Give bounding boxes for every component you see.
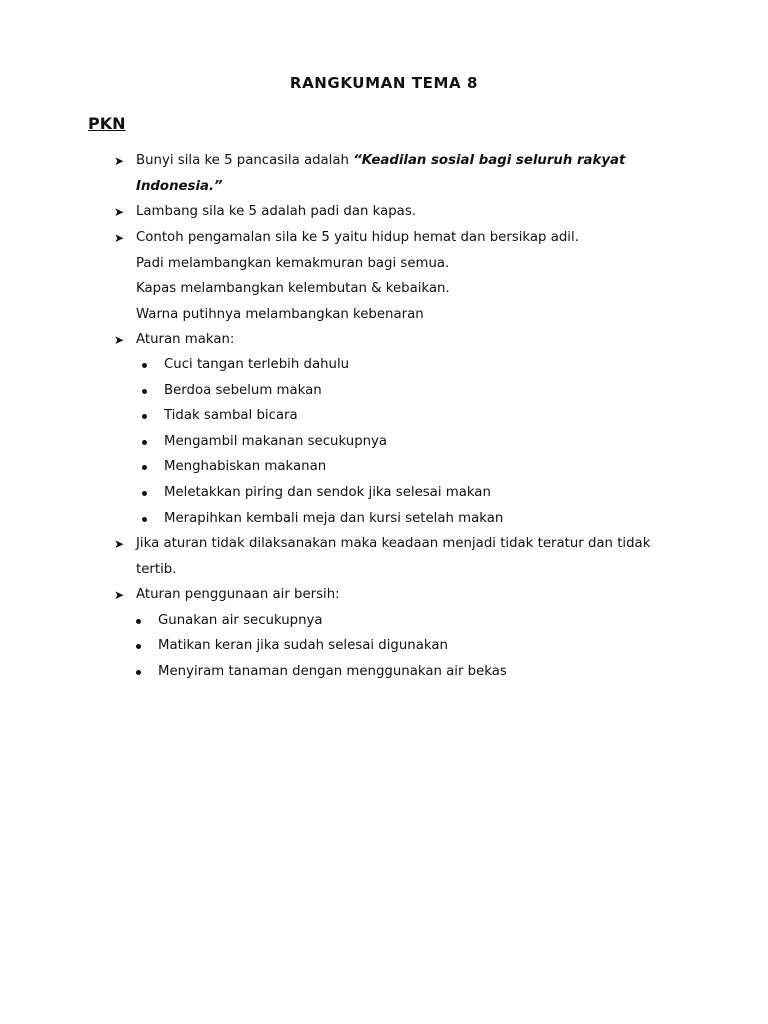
bullet-dot-icon [142,363,147,368]
sub-list-item: Mengambil makanan secukupnya [164,434,388,449]
list-item-padi: Padi melambangkan kemakmuran bagi semua. [136,256,450,271]
sub-list-item: Menyiram tanaman dengan menggunakan air bekas [158,664,507,679]
page-title: RANGKUMAN TEMA 8 [289,74,479,92]
arrow-bullet-icon: ➤ [114,205,125,219]
bullet-dot-icon [142,491,147,496]
list-item-lambang: Lambang sila ke 5 adalah padi dan kapas. [136,204,416,219]
bullet-dot-icon [136,619,141,624]
list-item-continuation: tertib. [136,562,177,577]
arrow-bullet-icon: ➤ [114,154,125,168]
sub-list-item: Meletakkan piring dan sendok jika selesai makan [164,485,491,500]
sub-list-item: Gunakan air secukupnya [158,613,323,628]
arrow-bullet-icon: ➤ [114,231,125,245]
bullet-dot-icon [142,465,147,470]
sub-list-item: Menghabiskan makanan [164,459,327,474]
quote-text: “Keadilan sosial bagi seluruh rakyat [353,153,626,168]
quote-continuation: Indonesia.” [136,179,223,194]
list-item-aturan-makan: Aturan makan: [136,332,235,347]
sub-list-item: Merapihkan kembali meja dan kursi setelah makan [164,511,504,526]
arrow-bullet-icon: ➤ [114,333,125,347]
list-item-text: Bunyi sila ke 5 pancasila adalah [136,153,354,168]
sub-list-item: Tidak sambal bicara [164,408,298,423]
list-item-aturan-air: Aturan penggunaan air bersih: [136,587,340,602]
list-item-sila-5 [136,153,625,168]
bullet-dot-icon [136,644,141,649]
list-item-contoh: Contoh pengamalan sila ke 5 yaitu hidup hemat dan bersikap adil. [136,230,579,245]
list-item-warna: Warna putihnya melambangkan kebenaran [136,307,424,322]
bullet-dot-icon [142,389,147,394]
section-heading-pkn: PKN [88,114,126,133]
list-item-kapas: Kapas melambangkan kelembutan & kebaikan. [136,281,450,296]
bullet-dot-icon [142,414,147,419]
bullet-dot-icon [136,670,141,675]
arrow-bullet-icon: ➤ [114,588,125,602]
sub-list-item: Cuci tangan terlebih dahulu [164,357,350,372]
bullet-dot-icon [142,517,147,522]
bullet-dot-icon [142,440,147,445]
sub-list-item: Matikan keran jika sudah selesai digunakan [158,638,448,653]
list-item-jika-aturan: Jika aturan tidak dilaksanakan maka keadaan menjadi tidak teratur dan tidak [136,536,651,551]
sub-list-item: Berdoa sebelum makan [164,383,322,398]
arrow-bullet-icon: ➤ [114,537,125,551]
